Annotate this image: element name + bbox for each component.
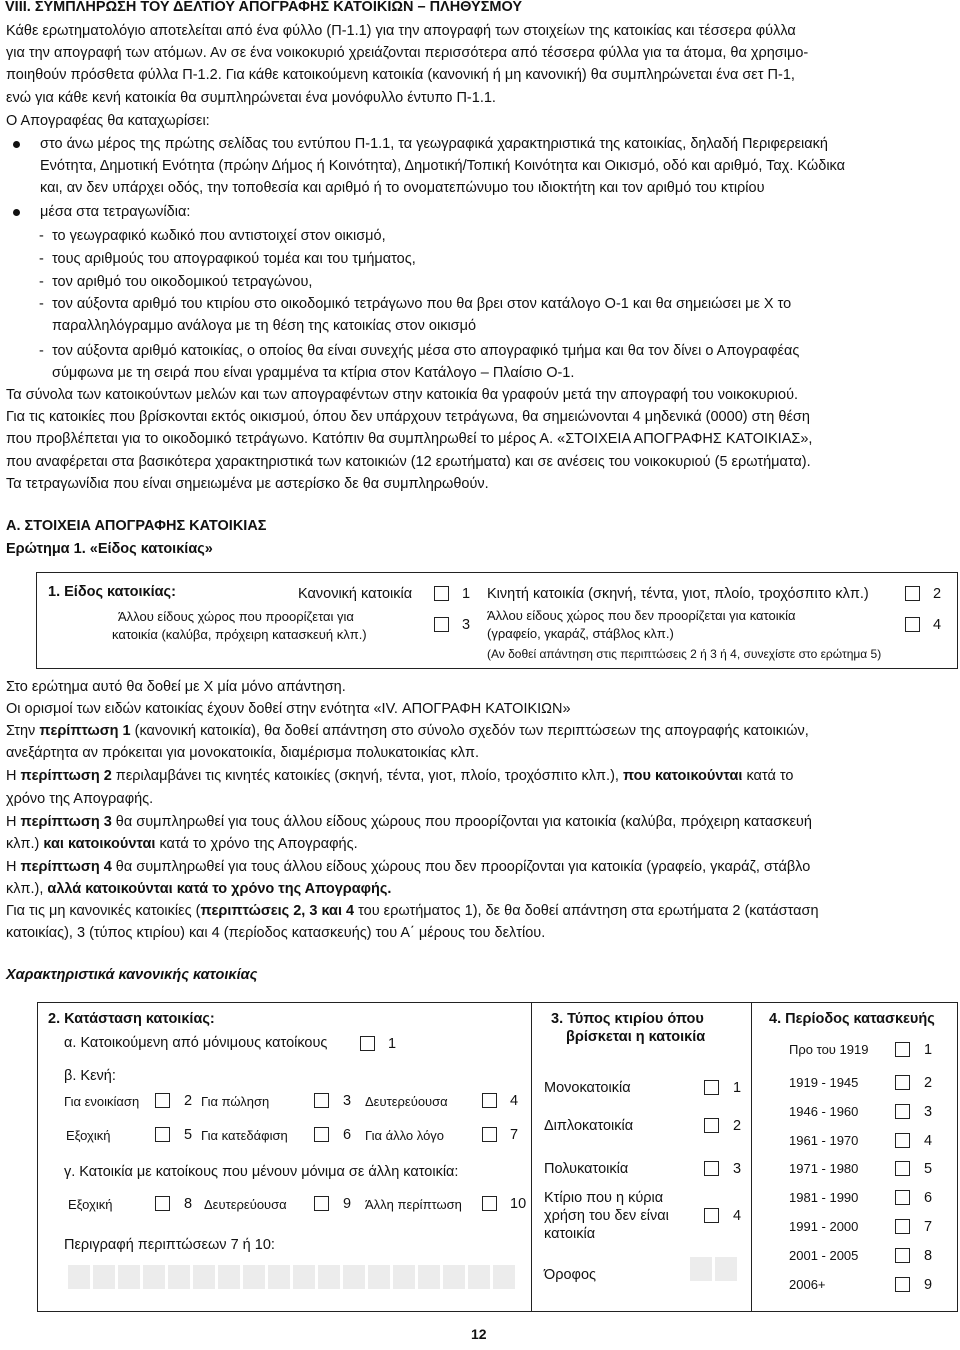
option-label: Κανονική κατοικία [298,586,413,602]
paragraph-line: Η περίπτωση 2 περιλαμβάνει τις κινητές κατοικίες (σκηνή, τέντα, γιοτ, πλοίο, τροχόσπιτο κλπ.), που κατοικούνται κατά το [6,768,794,784]
checkbox[interactable] [155,1196,170,1211]
option-label: 1981 - 1990 [789,1190,859,1205]
paragraph-line: κλπ.), αλλά κατοικούνται κατά το χρόνο της Απογραφής. [6,881,392,897]
checkbox[interactable] [895,1133,910,1148]
bullet-line: και, αν δεν υπάρχει οδός, την τοποθεσία και αριθμό ή το ονοματεπώνυμο του ιδιοκτήτη και τον αριθμό του κτιρίου [40,180,765,196]
section-title: VIII. ΣΥΜΠΛΗΡΩΣΗ ΤΟΥ ΔΕΛΤΙΟΥ ΑΠΟΓΡΑΦΗΣ ΚΑΤΟΙΚΙΩΝ – ΠΛΗΘΥΣΜΟΥ [5,0,523,15]
option-code: 3 [343,1093,352,1109]
paragraph-line: Η περίπτωση 3 θα συμπληρωθεί για τους άλλου είδους χώρους που προορίζονται για κατοικία (καλύβα, πρόχειρη κατασκευή [6,814,812,830]
option-label: Όροφος [544,1267,596,1283]
option-code: 4 [733,1208,742,1224]
option-label: Για ενοικίαση [64,1094,140,1109]
checkbox[interactable] [895,1277,910,1292]
option-code: 7 [510,1127,519,1143]
description-input[interactable] [68,1265,520,1289]
option-code: 6 [924,1190,933,1206]
paragraph-line: Για τις μη κανονικές κατοικίες (περιπτώσεις 2, 3 και 4 του ερωτήματος 1), δε θα δοθεί απάντηση στα ερωτήματα 2 (κατάσταση [6,903,819,919]
option-label: Μονοκατοικία [544,1080,631,1096]
option-label: Για άλλο λόγο [365,1128,445,1143]
checkbox[interactable] [155,1127,170,1142]
checkbox[interactable] [704,1208,719,1223]
option-label: Δευτερεύουσα [204,1197,287,1212]
option-label: Προ του 1919 [789,1042,869,1057]
option-code: 3 [462,617,471,633]
option-label: Κτίριο που η κύρια [544,1190,664,1206]
checkbox[interactable] [895,1075,910,1090]
option-label: Πολυκατοικία [544,1161,629,1177]
option-label: Διπλοκατοικία [544,1118,634,1134]
option-label: Εξοχική [66,1128,111,1143]
checkbox[interactable] [895,1219,910,1234]
paragraph-line: κλπ.) και κατοικούνται κατά το χρόνο της Απογραφής. [6,836,358,852]
paragraph-line: Οι ορισμοί των ειδών κατοικίας έχουν δοθεί στην ενότητα «IV. ΑΠΟΓΡΑΦΗ ΚΑΤΟΙΚΙΩΝ» [6,701,571,717]
bullet-item: μέσα στα τετραγωνίδια: [40,201,960,223]
checkbox[interactable] [314,1196,329,1211]
option-code: 5 [184,1127,193,1143]
paragraph-line: που αναφέρεται στα βασικότερα χαρακτηριστικά των κατοικιών (12 ερωτήματα) και σε ανέσεις του νοικοκυριού (5 ερωτήματα). [6,454,811,470]
option-label: 2006+ [789,1277,826,1292]
option-code: 5 [924,1161,933,1177]
option-label: 1961 - 1970 [789,1133,859,1148]
paragraph-line: Τα σύνολα των κατοικούντων μελών και των απογραφέντων στην κατοικία θα γραφούν μετά την απογραφή του νοικοκυριού. [6,387,799,403]
checkbox[interactable] [895,1104,910,1119]
form-label: 1. Είδος κατοικίας: [48,584,176,600]
option-code: 3 [733,1161,742,1177]
dash-item: - τον αριθμό του οικοδομικού τετραγώνου, [52,271,957,293]
option-label: γ. Κατοικία με κατοίκους που μένουν μόνιμα σε άλλη κατοικία: [64,1164,459,1180]
option-label: Κινητή κατοικία (σκηνή, τέντα, γιοτ, πλοίο, τροχόσπιτο κλπ.) [487,586,869,602]
checkbox[interactable] [895,1190,910,1205]
option-label: 1919 - 1945 [789,1075,859,1090]
checkbox[interactable] [434,586,449,601]
option-code: 9 [343,1196,352,1212]
dash-line: σύμφωνα με τη σειρά που είναι γραμμένα τα κτίρια στον Κατάλογο – Πλαίσιο Ο-1. [52,365,575,381]
option-code: 2 [184,1093,193,1109]
checkbox[interactable] [905,586,920,601]
option-code: 4 [933,617,942,633]
option-code: 1 [924,1042,933,1058]
checkbox[interactable] [482,1093,497,1108]
option-label: Άλλου είδους χώρος που προορίζεται για [118,609,354,624]
checkbox[interactable] [482,1196,497,1211]
checkbox[interactable] [482,1127,497,1142]
checkbox[interactable] [360,1036,375,1051]
option-code: 8 [184,1196,193,1212]
question-1-heading: Ερώτημα 1. «Είδος κατοικίας» [6,541,213,557]
checkbox[interactable] [895,1161,910,1176]
option-code: 2 [733,1118,742,1134]
paragraph-line: ανεξάρτητα αν πρόκειται για μονοκατοικία, διαμέρισμα πολυκατοικίας κλπ. [6,745,479,761]
checkbox[interactable] [155,1093,170,1108]
form-title: 4. Περίοδος κατασκευής [769,1011,935,1027]
option-label: κατοικία (καλύβα, πρόχειρη κατασκευή κλπ.) [112,627,367,642]
option-label: Άλλου είδους χώρος που δεν προορίζεται για κατοικία [487,608,796,623]
paragraph-line: Η περίπτωση 4 θα συμπληρωθεί για τους άλλου είδους χώρους που δεν προορίζονται για κατοικία (γραφείο, γκαράζ, στάβλο [6,859,811,875]
option-label: α. Κατοικούμενη από μόνιμους κατοίκους [64,1035,328,1051]
floor-input[interactable] [690,1257,712,1281]
option-code: 8 [924,1248,933,1264]
bullet-line: Ενότητα, Δημοτική Ενότητα (πρώην Δήμος ή Κοινότητα), Δημοτική/Τοπική Κοινότητα και Οικισμό, οδό και αριθμό, Ταχ. Κώδικα [40,158,845,174]
dash-line: παραλληλόγραμμο ανάλογα με τη θέση της κατοικίας στον οικισμό [52,318,477,334]
dash-item: - τους αριθμούς του απογραφικού τομέα και του τμήματος, [52,248,957,270]
option-code: 4 [924,1133,933,1149]
checkbox[interactable] [314,1093,329,1108]
checkbox[interactable] [314,1127,329,1142]
form-note: (Αν δοθεί απάντηση στις περιπτώσεις 2 ή 3 ή 4, συνεχίστε στο ερώτημα 5) [487,647,882,661]
checkbox[interactable] [434,617,449,632]
option-code: 7 [924,1219,933,1235]
form-title: 2. Κατάσταση κατοικίας: [48,1011,215,1027]
paragraph-line: που προβλέπεται για το οικοδομικό τετράγωνο. Κατόπιν θα συμπληρωθεί το μέρος Α. «ΣΤΟΙΧΕΙΑ ΑΠΟΓΡΑΦΗΣ ΚΑΤΟΙΚΙΑΣ», [6,431,813,447]
option-label: Εξοχική [68,1197,113,1212]
checkbox[interactable] [905,617,920,632]
checkbox[interactable] [704,1161,719,1176]
dash-item: - το γεωγραφικό κωδικό που αντιστοιχεί στον οικισμό, [52,225,957,247]
option-label: χρήση του δεν είναι [544,1208,669,1224]
option-label: Για πώληση [201,1094,270,1109]
option-label: 1946 - 1960 [789,1104,859,1119]
intro-line: για την απογραφή των ατόμων. Αν σε ένα νοικοκυριό χρειάζονται περισσότερα από τέσσερα φύλλα για τα άτομα, θα χρησιμο- [6,45,809,61]
option-code: 2 [924,1075,933,1091]
option-label: Δευτερεύουσα [365,1094,448,1109]
checkbox[interactable] [704,1118,719,1133]
intro-line: ενώ για κάθε κενή κατοικία θα συμπληρώνεται ένα μονόφυλλο έντυπο Π-1.1. [6,90,496,106]
paragraph-line: Για τις κατοικίες που βρίσκονται εκτός οικισμού, όπου δεν υπάρχουν τετράγωνα, θα σημειώνονται 4 μηδενικά (0000) στη θέση [6,409,810,425]
option-label: Περιγραφή περιπτώσεων 7 ή 10: [64,1237,275,1253]
section-a-heading: Α. ΣΤΟΙΧΕΙΑ ΑΠΟΓΡΑΦΗΣ ΚΑΤΟΙΚΙΑΣ [6,518,267,534]
intro-line: ποιηθούν πρόσθετα φύλλα Π-1.2. Για κάθε κατοικούμενη κατοικία (κανονική ή μη κανονική) θα συμπληρώνεται ένα σετ Π-1, [6,67,795,83]
option-code: 1 [733,1080,742,1096]
option-code: 9 [924,1277,933,1293]
form-title: βρίσκεται η κατοικία [566,1029,706,1045]
dash-item: - τον αύξοντα αριθμό του κτιρίου στο οικοδομικό τετράγωνο που θα βρει στον κατάλογο Ο-1 και θα σημειώσει με Χ το [52,293,957,315]
option-code: 4 [510,1093,519,1109]
option-code: 10 [510,1196,527,1212]
intro-line: Κάθε ερωτηματολόγιο αποτελείται από ένα φύλλο (Π-1.1) για την απογραφή των στοιχείων της κατοικίας και τέσσερα φύλλα [6,23,796,39]
option-label: κατοικία [544,1226,596,1242]
option-label: Για κατεδάφιση [201,1128,288,1143]
option-label: 1991 - 2000 [789,1219,859,1234]
form-title: 3. Τύπος κτιρίου όπου [551,1011,704,1027]
intro-line: Ο Απογραφέας θα καταχωρίσει: [6,113,210,129]
checkbox[interactable] [895,1248,910,1263]
option-code: 6 [343,1127,352,1143]
paragraph-line: χρόνο της Απογραφής. [6,791,154,807]
paragraph-line: Στο ερώτημα αυτό θα δοθεί με Χ μία μόνο απάντηση. [6,679,346,695]
option-label: Άλλη περίπτωση [365,1197,462,1212]
option-code: 1 [388,1036,397,1052]
option-code: 2 [933,586,942,602]
paragraph-line: Τα τετραγωνίδια που είναι σημειωμένα με αστερίσκο δε θα συμπληρωθούν. [6,476,489,492]
checkbox[interactable] [704,1080,719,1095]
characteristics-heading: Χαρακτηριστικά κανονικής κατοικίας [6,967,258,983]
bullet-item: στο άνω μέρος της πρώτης σελίδας του εντύπου Π-1.1, τα γεωγραφικά χαρακτηριστικά της κατοικίας, δηλαδή Περιφερειακή [40,133,960,155]
dash-item: - τον αύξοντα αριθμό κατοικίας, ο οποίος θα είναι συνεχής μέσα στο απογραφικό τμήμα και θα τον δίνει ο Απογραφέας [52,340,957,362]
option-code: 3 [924,1104,933,1120]
floor-input[interactable] [715,1257,737,1281]
paragraph-line: Στην περίπτωση 1 (κανονική κατοικία), θα δοθεί απάντηση στο σύνολο σχεδόν των περιπτώσεων της απογραφής κατοικιών, [6,723,809,739]
paragraph-line: κατοικίας), 3 (τύπος κτιρίου) και 4 (περίοδος κατασκευής) του Α΄ μέρους του δελτίου. [6,925,546,941]
option-label: 1971 - 1980 [789,1161,859,1176]
page-number: 12 [471,1326,487,1342]
checkbox[interactable] [895,1042,910,1057]
option-label: β. Κενή: [64,1068,116,1084]
option-label: (γραφείο, γκαράζ, στάβλος κλπ.) [487,626,674,641]
option-code: 1 [462,586,471,602]
option-label: 2001 - 2005 [789,1248,859,1263]
